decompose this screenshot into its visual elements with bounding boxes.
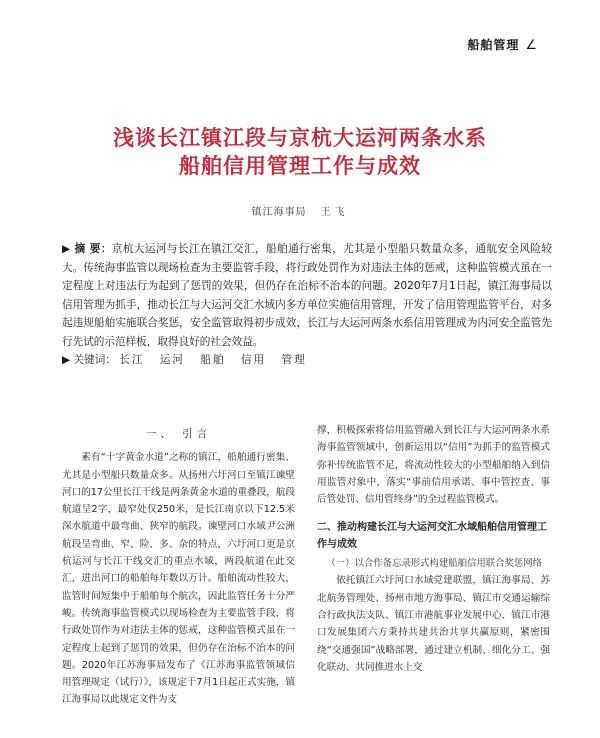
author-byline — [0, 203, 600, 218]
keyword-item: 船舶 — [200, 354, 226, 366]
keywords — [62, 351, 552, 369]
keyword-item: 运河 — [159, 354, 186, 366]
article-title-line-1: 浅谈长江镇江段与京杭大运河两条水系 — [113, 126, 487, 150]
abstract-label: ▶ 摘 要： — [62, 243, 112, 255]
keyword-item: 管理 — [281, 354, 307, 366]
abstract-text: 京杭大运河与长江在镇江交汇，船舶通行密集，尤其是小型船只数量众多，通航安全风险较大。传统海事监管以现场检查为主要监管手段，将行政处罚作为对违法主体的惩戒，这种监管模式虽在一定程度上对违法行为起到了惩罚的效果，但仍存在治标不治本的问题。2020年7月1日起，镇江海事局以信用管理为抓手，推动长江与大运河交汇水域内多方单位实施信用管理，开发了信用管理监管平台，对多起违规船舶实施联合奖惩，安全监管取得初步成效，长江与大运河两条水系信用管理成为内河安全监管先行先试的示范样板，取得良好的社会效益。 — [62, 243, 553, 348]
introduction-paragraph: 素有“十字黄金水道”之称的镇江，船舶通行密集、尤其是小型船只数量众多。从扬州六圩河口至镇江谏壁河口的17公里长江干线是两条黄金水道的重叠段，航段航道呈2字，最窄处仅250米，是长江南京以下12.5米深水航道中最弯曲、狭窄的航段。谏壁河口水域尹公洲航段呈弯曲、窄、险、多、杂的特点，六圩河口更是京杭运河与长江干线交汇的重点水域，两段航道在此交汇，进出河口的船舶每年数以万计。船舶流动性较大，监管时间短集中于船舶每个航次，因此监管任务十分严峻。传统海事监管模式以现场检查为主要监管手段，将行政处罚作为对违法主体的惩戒，这种监管模式虽在一定程度上起到了惩罚的效果，但仍存在治标不治本的问题。2020年江苏海事局发布了《江苏海事监管领域信用管理规定（试行）》，该规定于7月1日起正式实施，镇江海事局以此规定文件为支 — [62, 452, 295, 706]
journal-section-header — [467, 36, 538, 53]
author-name: 王飞 — [320, 207, 349, 218]
author-organization: 镇江海事局 — [251, 207, 307, 218]
section-heading-credit-management: 二、推动构建长江与大运河交汇水域船舶信用管理工作与成效 — [317, 522, 547, 551]
subsection-paragraph: 依托镇江六圩河口水域党建联盟，镇江海事局、苏北航务管理处、扬州市地方海事局、镇江市交通运输综合行政执法支队、镇江市港航事业发展中心、镇江市港口发展集团六方秉持共建共治共享共赢原则，紧密围绕“交通强国”战略部署，通过建立机制、细化分工、强化联动、共同推进水上交 — [317, 575, 550, 673]
corner-mark-icon: ∠ — [525, 38, 538, 53]
article-title-line-2: 船舶信用管理工作与成效 — [179, 154, 421, 178]
keyword-item: 长江 — [119, 354, 145, 366]
abstract — [62, 240, 552, 351]
section-heading-introduction: 一、 引言 — [145, 428, 212, 440]
keyword-item: 信用 — [240, 354, 267, 366]
body-column-left — [62, 422, 295, 709]
keywords-label: ▶ 关键词： — [62, 354, 116, 366]
body-column-right — [317, 422, 550, 676]
continued-paragraph: 撑，积极探索将信用监管融入到长江与大运河两条水系海事监管领域中，创新运用以“信用”为抓手的监管模式弥补传统监管不足，将流动性较大的小型船舶纳入到信用监管对象中，落实“事前信用承诺、事中管控查、事后管处罚、信用管终身”的全过程监管模式。 — [317, 425, 550, 506]
section-label: 船舶管理 — [467, 38, 520, 52]
subsection-heading: （一）以合作备忘录形式构建船舶信用联合奖惩网络 — [326, 558, 543, 570]
